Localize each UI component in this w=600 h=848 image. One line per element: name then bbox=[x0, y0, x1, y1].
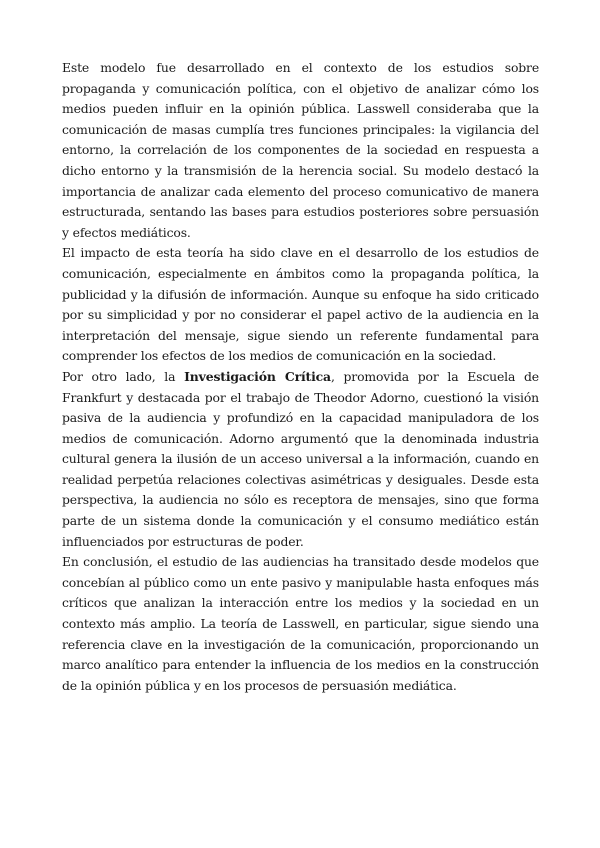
paragraph-critical-research-intro: Por otro lado, la bbox=[62, 368, 185, 384]
paragraph-theory-impact: El impacto de esta teoría ha sido clave en el desarrollo de los estudios de comunicación, especialmente en ámbitos como la propaganda política, la publicidad y la difusión de información. Aunque su enfoque ha sido criticado por su simplicidad y por no considerar el papel activo de la audiencia en la interpretación del mensaje, sigue siendo un referente fundamental para comprender los efectos de los medios de comunicación en la sociedad. bbox=[62, 245, 539, 364]
critical-research-term: Investigación Crítica bbox=[184, 368, 331, 384]
paragraph-critical-research bbox=[62, 367, 539, 552]
paragraph-conclusion: En conclusión, el estudio de las audiencias ha transitado desde modelos que concebían al público como un ente pasivo y manipulable hasta enfoques más críticos que analizan la interacción entre los medios y la sociedad en un contexto más amplio. La teoría de Lasswell, en particular, sigue siendo una referencia clave en la investigación de la comunicación, proporcionando un marco analítico para entender la influencia de los medios en la construcción de la opinión pública y en los procesos de persuasión mediática. bbox=[62, 554, 539, 693]
paragraph-critical-research-body: , promovida por la Escuela de Frankfurt y destacada por el trabajo de Theodor Adorno, cuestionó la visión pasiva de la audiencia y profundizó en la capacidad manipuladora de los medios de comunicación. Adorno argumentó que la denominada industria cultural genera la ilusión de un acceso universal a la información, cuando en realidad perpetúa relaciones colectivas asimétricas y desiguales. Desde esta perspectiva, la audiencia no sólo es receptora de mensajes, sino que forma parte de un sistema donde la comunicación y el consumo mediático están influenciados por estructuras de poder. bbox=[62, 368, 539, 549]
document-body bbox=[62, 58, 539, 696]
paragraph-lasswell-model: Este modelo fue desarrollado en el contexto de los estudios sobre propaganda y comunicación política, con el objetivo de analizar cómo los medios pueden influir en la opinión pública. Lasswell consideraba que la comunicación de masas cumplía tres funciones principales: la vigilancia del entorno, la correlación de los componentes de la sociedad en respuesta a dicho entorno y la transmisión de la herencia social. Su modelo destacó la importancia de analizar cada elemento del proceso comunicativo de manera estructurada, sentando las bases para estudios posteriores sobre persuasión y efectos mediáticos. bbox=[62, 60, 539, 240]
